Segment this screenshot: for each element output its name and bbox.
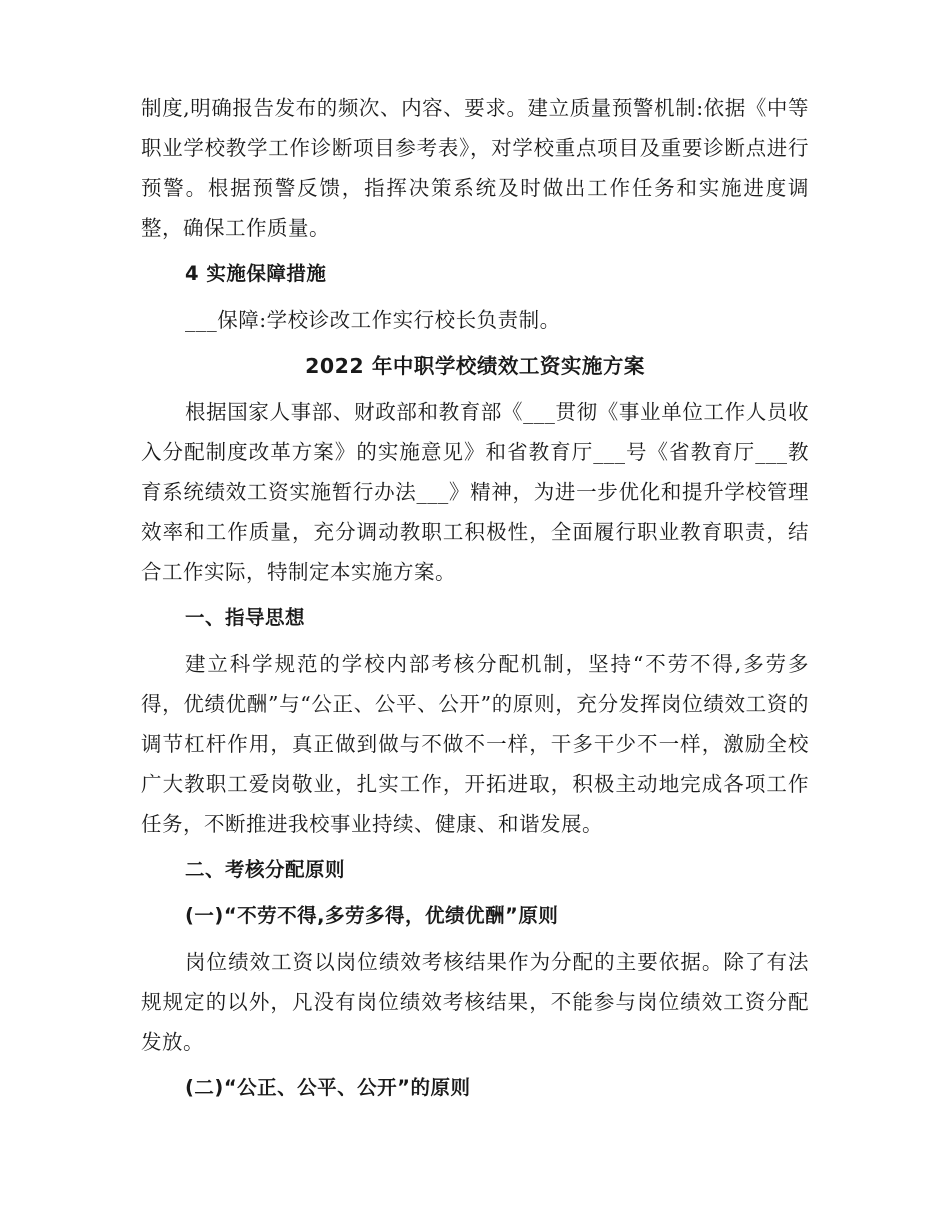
section-heading-guiding-ideology: 一、指导思想 (185, 606, 306, 629)
paragraph-basis: 根据国家人事部、财政部和教育部《___贯彻《事业单位工作人员收入分配制度改革方案》的实施意见》和省教育厅___号《省教育厅___教育系统绩效工资实施暂行办法___》精神，为进一步优化和提升学校管理效率和工作质量，充分调动教职工积极性，全面履行职业教育职责，结合工作实际，特制定本实施方案。 (141, 400, 809, 584)
paragraph-guiding-ideology: 建立科学规范的学校内部考核分配机制，坚持“不劳不得,多劳多得，优绩优酬”与“公正、公平、公开”的原则，充分发挥岗位绩效工资的调节杠杆作用，真正做到做与不做不一样，干多干少不一样，激励全校广大教职工爱岗敬业，扎实工作，开拓进取，积极主动地完成各项工作任务，不断推进我校事业持续、健康、和谐发展。 (141, 652, 809, 836)
section-heading-distribution-principles: 二、考核分配原则 (185, 858, 346, 881)
document-title: 2022 年中职学校绩效工资实施方案 (305, 354, 645, 378)
paragraph-quality-warning: 制度,明确报告发布的频次、内容、要求。建立质量预警机制:依据《中等职业学校教学工作诊断项目参考表》，对学校重点项目及重要诊断点进行预警。根据预警反馈，指挥决策系统及时做出工作任务和实施进度调整，确保工作质量。 (141, 96, 809, 240)
subheading-principle-two: (二)“公正、公平、公开”的原则 (185, 1076, 471, 1099)
paragraph-principle-one: 岗位绩效工资以岗位绩效考核结果作为分配的主要依据。除了有法规规定的以外，凡没有岗位绩效考核结果，不能参与岗位绩效工资分配发放。 (141, 950, 809, 1054)
subheading-principle-one: (一)“不劳不得,多劳多得，优绩优酬”原则 (185, 904, 559, 927)
paragraph-principal-responsibility: ___保障:学校诊改工作实行校长负责制。 (185, 308, 561, 332)
section-heading-implementation-safeguards: 4 实施保障措施 (185, 262, 327, 285)
document-body (141, 88, 809, 1108)
